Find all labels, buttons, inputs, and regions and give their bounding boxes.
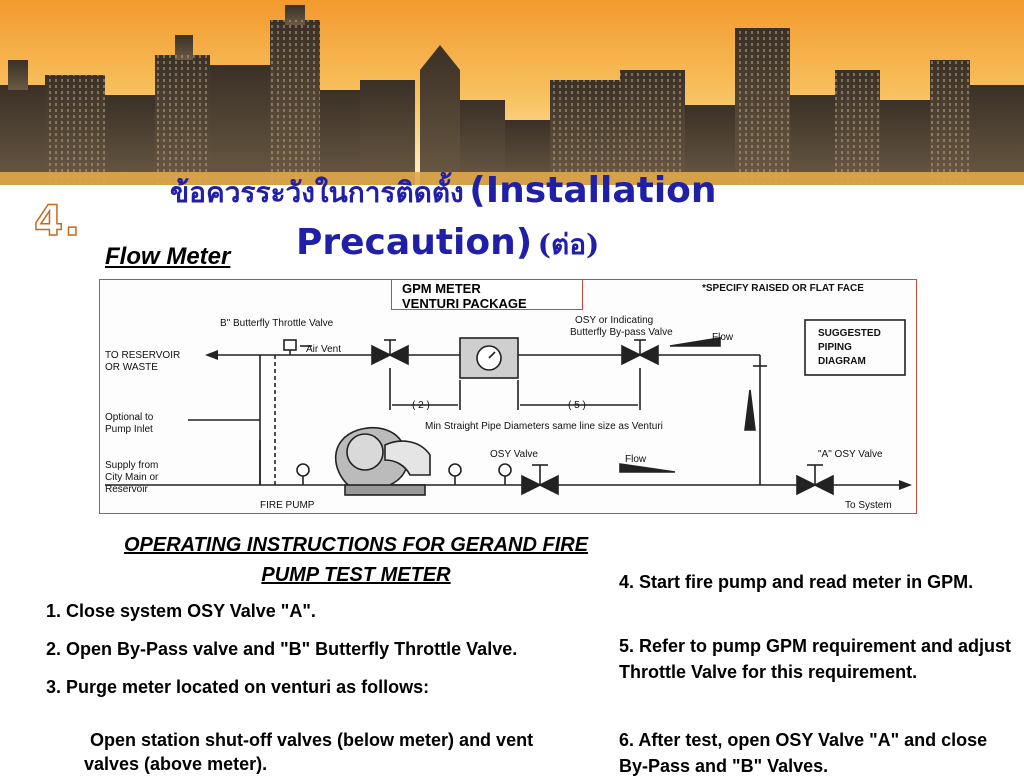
section-number: 4. — [34, 196, 82, 245]
callout-line1: GPM METER — [402, 281, 481, 296]
label-supply-3: Reservoir — [105, 484, 148, 495]
label-reservoir-1: TO RESERVOIR — [105, 350, 181, 361]
piping-diagram-drawing — [100, 280, 916, 513]
label-reservoir-2: OR WASTE — [105, 362, 158, 373]
instructions-title — [50, 530, 662, 590]
callout-line2: VENTURI PACKAGE — [402, 296, 527, 311]
step-2: 2. Open By-Pass valve and "B" Butterfly Throttle Valve. — [46, 639, 518, 659]
label-air-vent: Air Vent — [306, 344, 342, 355]
label-suggested-1: SUGGESTED — [818, 328, 881, 339]
subtitle-flow-meter: Flow Meter — [105, 243, 231, 270]
label-suggested-3: DIAGRAM — [818, 356, 866, 367]
step-5: 5. Refer to pump GPM requirement and adjust Throttle Valve for this requirement. — [619, 636, 1012, 682]
gpm-meter-callout — [391, 279, 583, 310]
step-3-detail-line1: Open station shut-off valves (below meter) and vent — [90, 730, 534, 750]
step-4: 4. Start fire pump and read meter in GPM. — [619, 572, 974, 592]
label-supply-1: Supply from — [105, 460, 159, 471]
title-english-line1: (Installation — [469, 170, 717, 211]
label-to-system: To System — [845, 500, 892, 511]
instructions-title-line2: PUMP TEST METER — [261, 564, 451, 586]
step-1: 1. Close system OSY Valve "A". — [46, 601, 316, 621]
title-suffix: (ต่อ) — [537, 228, 600, 261]
label-optional-1: Optional to — [105, 412, 154, 423]
instructions-title-line1: OPERATING INSTRUCTIONS FOR GERAND FIRE — [123, 534, 589, 556]
label-dim-2: ( 2 ) — [412, 400, 430, 411]
label-b-valve: B" Butterfly Throttle Valve — [220, 318, 334, 329]
label-suggested-2: PIPING — [818, 342, 852, 353]
skyline-banner — [0, 0, 1024, 185]
step-6: 6. After test, open OSY Valve "A" and close By-Pass and "B" Valves. — [619, 730, 988, 776]
label-dim-5: ( 5 ) — [568, 400, 586, 411]
piping-diagram — [99, 279, 917, 514]
title-thai: ข้อควรระวังในการติดตั้ง — [170, 176, 464, 209]
label-a-osy-valve: "A" OSY Valve — [818, 449, 883, 460]
label-flow-bottom: Flow — [625, 454, 647, 465]
label-min-straight: Min Straight Pipe Diameters same line size as Venturi — [425, 421, 663, 432]
label-osy-bypass-1: OSY or Indicating — [575, 315, 654, 326]
page-title — [170, 170, 770, 215]
label-osy-bypass-2: Butterfly By-pass Valve — [570, 327, 673, 338]
step-3-detail-line2: valves (above meter). — [84, 754, 268, 774]
label-supply-2: City Main or — [105, 472, 159, 483]
label-flow-top: Flow — [712, 332, 734, 343]
page-title-line2 — [296, 222, 599, 267]
specify-note: *SPECIFY RAISED OR FLAT FACE — [702, 283, 864, 294]
step-3: 3. Purge meter located on venturi as follows: — [46, 677, 430, 697]
label-fire-pump: FIRE PUMP — [260, 500, 315, 511]
label-optional-2: Pump Inlet — [105, 424, 153, 435]
label-osy-valve: OSY Valve — [490, 449, 538, 460]
title-english-line2: Precaution) — [296, 222, 533, 263]
